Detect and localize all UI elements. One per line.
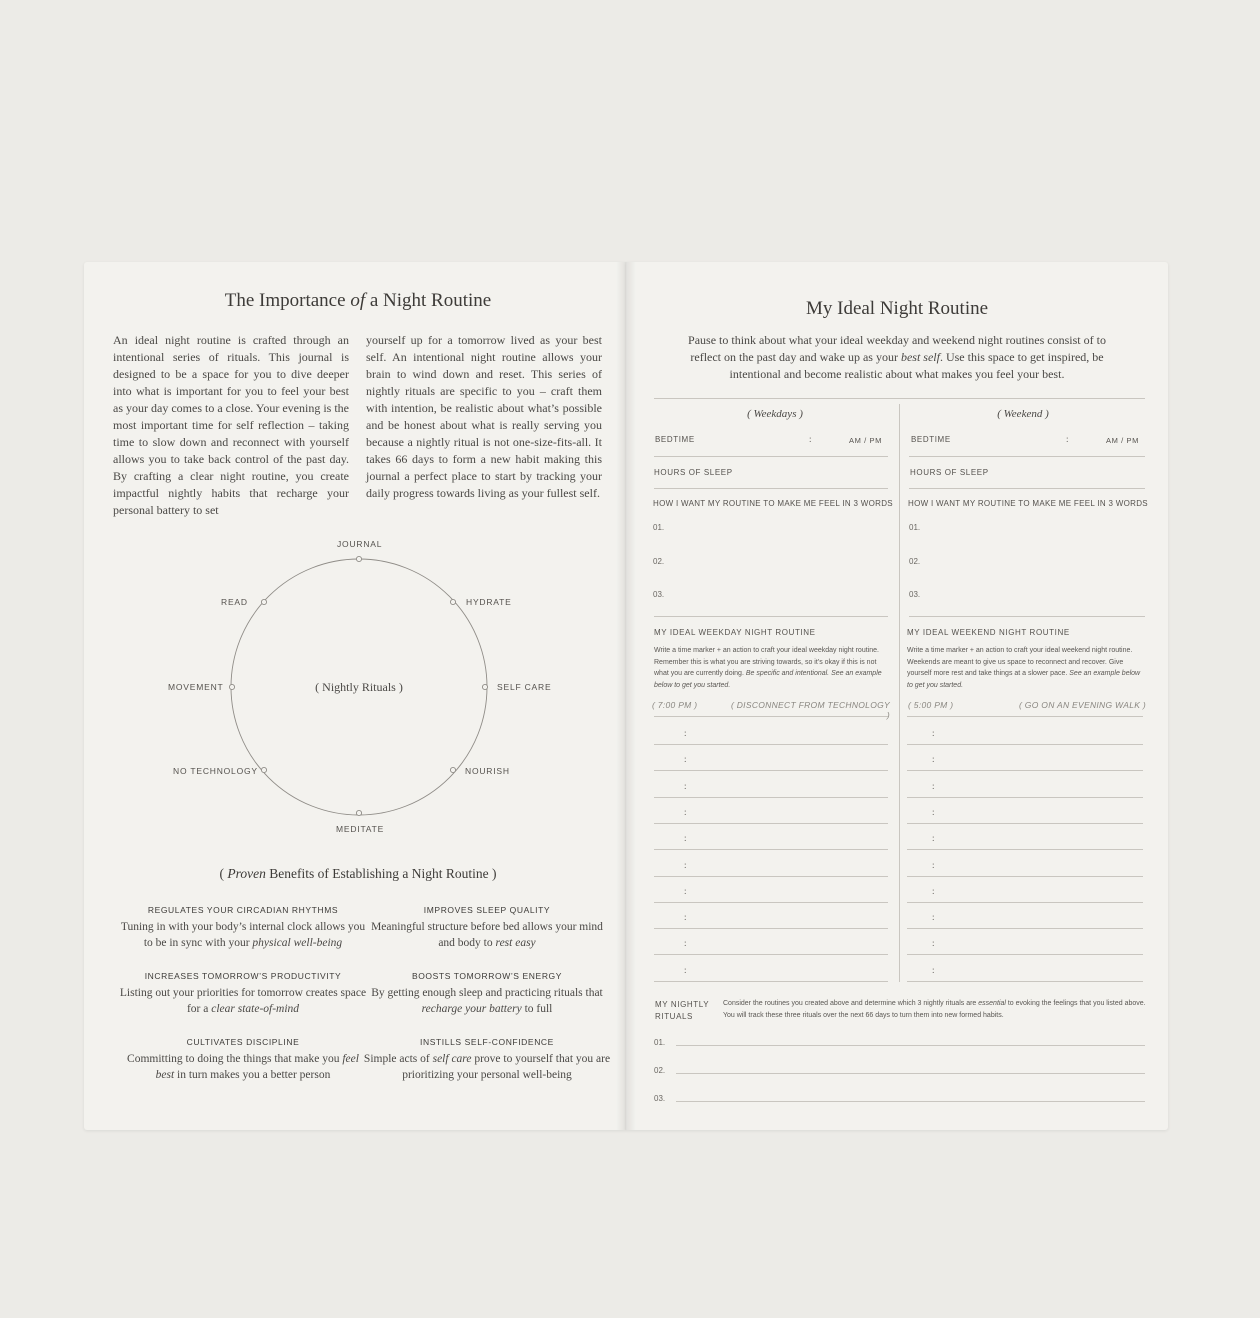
node-nourish [450,767,455,772]
intro-emphasis: best self [900,350,940,364]
time-colon: : [684,806,687,817]
routine-line[interactable] [654,849,888,850]
label-movement: MOVEMENT [168,682,224,692]
field-line [654,456,888,457]
benefits-title-part: Benefits of Establishing a Night Routine ) [265,866,497,881]
time-colon: : [684,912,687,923]
benefit-heading: IMPROVES SLEEP QUALITY [423,905,551,915]
open-journal [84,262,1170,1132]
word-number: 01. [653,523,665,532]
label-meditate: MEDITATE [336,824,385,834]
routine-line[interactable] [907,849,1143,850]
time-colon: : [684,938,687,949]
time-colon: : [684,833,687,844]
weekend-routine-heading: MY IDEAL WEEKEND NIGHT ROUTINE [907,628,1070,637]
routine-line[interactable] [654,928,888,929]
routine-line[interactable] [654,797,888,798]
instructions-emphasis: See an example below to get you started. [907,670,1141,689]
column-divider [899,404,900,982]
benefit-body [362,919,612,951]
benefit-emphasis: recharge your battery [421,1003,522,1015]
example-action: ( DISCONNECT FROM TECHNOLOGY ) [730,700,890,720]
feel-words-label: HOW I WANT MY ROUTINE TO MAKE ME FEEL IN 3 WORDS [908,499,1148,508]
nightly-rituals-instructions [723,998,1147,1021]
time-colon: : [932,938,935,949]
time-colon: : [684,964,687,975]
routine-line[interactable] [907,876,1143,877]
word-number: 03. [909,590,921,599]
weekdays-heading: ( Weekdays ) [747,408,803,420]
ritual-line[interactable] [676,1073,1145,1074]
title-part: a Night Routine [365,290,492,311]
node-read [261,599,266,604]
intro-column-1: An ideal night routine is crafted through an intentional series of rituals. This journal is designed to be a space for you to dive deeper into what is important for you to feel your best as your day comes to a close. Your evening is the most important time for self reflection – taking time to slow down and reconnect with yourself allows you to take back control of the past day. By crafting a clear night routine, you create impactful nightly habits that recharge your personal battery to set [113,333,349,517]
benefit-body [118,985,368,1017]
benefit-emphasis: rest easy [495,937,536,949]
benefit-text: By getting enough sleep and practicing rituals that [371,987,603,999]
routine-line[interactable] [907,744,1143,745]
book-spine [616,262,636,1130]
routine-line[interactable] [907,981,1143,982]
bedtime-label: BEDTIME [655,435,695,444]
routine-line[interactable] [654,744,888,745]
routine-line[interactable] [654,823,888,824]
benefit-tail: prove to yourself that you are prioritizing your personal well-being [402,1053,611,1081]
node-hydrate [450,599,455,604]
benefit-heading: CULTIVATES DISCIPLINE [186,1037,300,1047]
benefit-emphasis: feel best [155,1053,359,1081]
word-number: 03. [653,590,665,599]
intro-text: Pause to think about what your ideal weekday and weekend night routines consist of to reflect on the past day and wake up as your [688,333,1106,364]
ritual-number: 03. [654,1094,666,1103]
nightly-rituals-label-line: RITUALS [655,1012,693,1021]
benefit-body [362,1051,612,1083]
benefit-item [118,905,368,951]
field-line [909,616,1145,617]
time-colon: : [932,833,935,844]
feel-words-label: HOW I WANT MY ROUTINE TO MAKE ME FEEL IN 3 WORDS [653,499,893,508]
benefit-item [362,905,612,951]
routine-line[interactable] [907,954,1143,955]
benefits-title-part: ( [219,866,228,881]
benefit-item [362,1037,612,1083]
title-italic: of [350,290,366,311]
right-page-intro [676,332,1118,383]
intro-column-2: yourself up for a tomorrow lived as your best self. An intentional night routine allows your brain to wind down and reset. This series of nightly rituals are specific to you – craft them with intention, be realistic about what’s possible and be honest about what is really serving you because a nightly ritual is not one-size-fits-all. It takes 66 days to form a new habit making this journal a perfect place to start by tracking your daily progress towards living as your fullest self. [366,333,602,500]
label-read: READ [221,597,248,607]
nightly-text: Consider the routines you created above and determine which 3 nightly rituals are [723,1000,979,1007]
benefit-emphasis: self care [432,1053,472,1065]
routine-line[interactable] [907,928,1143,929]
word-number: 02. [653,557,665,566]
routine-line[interactable] [907,902,1143,903]
benefit-body [362,985,612,1017]
time-colon: : [932,859,935,870]
node-meditate [356,810,361,815]
ritual-number: 01. [654,1038,666,1047]
time-colon: : [932,780,935,791]
benefit-text: Listing out your priorities for tomorrow creates space for a [119,987,367,1015]
ritual-line[interactable] [676,1045,1145,1046]
label-nourish: NOURISH [465,766,510,776]
example-time: ( 7:00 PM ) [652,700,698,710]
nightly-rituals-label [655,999,709,1023]
benefits-title [84,866,632,882]
instructions-emphasis: Be specific and intentional. See an example below to get you started. [654,670,882,689]
time-colon: : [684,780,687,791]
field-line [654,616,888,617]
time-colon: : [684,754,687,765]
routine-line[interactable] [907,797,1143,798]
benefit-item [118,1037,368,1083]
time-colon: : [932,754,935,765]
benefit-emphasis: clear state-of-mind [211,1003,300,1015]
benefit-text: Simple acts of [363,1053,433,1065]
benefit-item [362,971,612,1017]
instructions-text: Write a time marker + an action to craft your ideal weekend night routine. Weekends are meant to give us space to reconnect and recover. Give yourself more rest and take things at a slower pace. [907,647,1133,677]
benefit-body [118,1051,368,1083]
routine-line[interactable] [654,902,888,903]
benefit-text: Tuning in with your body’s internal clock allows you to be in sync with your [120,921,366,949]
example-time: ( 5:00 PM ) [908,700,954,710]
label-hydrate: HYDRATE [466,597,512,607]
field-line [654,716,888,717]
weekend-routine-instructions [907,645,1145,691]
routine-line[interactable] [907,770,1143,771]
time-colon: : [932,912,935,923]
node-movement [229,684,234,689]
right-page [626,262,1168,1130]
instructions-text: Write a time marker + an action to craft your ideal weekday night routine. Remember this is what you are striving towards, so it’s okay if this is not what you are currently doing. [654,647,879,677]
word-number: 02. [909,557,921,566]
benefit-tail: to full [521,1003,553,1015]
bedtime-colon: : [809,434,812,444]
nightly-text: to evoking the feelings that you listed above. You will track these three rituals over the next 66 days to turn them into new formed habits. [723,1000,1146,1019]
intro-text: . Use this space to get inspired, be intentional and become realistic about what makes you feel your best. [729,350,1104,381]
field-line [909,456,1145,457]
time-colon: : [932,806,935,817]
field-line [907,716,1143,717]
time-colon: : [684,859,687,870]
label-no-technology: NO TECHNOLOGY [173,766,258,776]
routine-line[interactable] [654,981,888,982]
benefit-heading: BOOSTS TOMORROW’S ENERGY [411,971,563,981]
wheel-center-label: ( Nightly Rituals ) [315,680,403,694]
benefit-tail: in turn makes you a better person [174,1069,331,1081]
label-journal: JOURNAL [337,539,383,549]
am-pm-label: AM / PM [849,436,882,445]
time-colon: : [684,885,687,896]
routine-line[interactable] [654,770,888,771]
routine-line[interactable] [654,954,888,955]
hours-of-sleep-label: HOURS OF SLEEP [654,468,733,477]
field-line [909,488,1145,489]
right-page-title: My Ideal Night Routine [805,298,989,319]
routine-line[interactable] [654,876,888,877]
label-self-care: SELF CARE [497,682,552,692]
benefit-text: Committing to doing the things that make you [127,1053,343,1065]
bedtime-colon: : [1066,434,1069,444]
benefit-text: Meaningful structure before bed allows your mind and body to [371,921,603,949]
word-number: 01. [909,523,921,532]
time-colon: : [932,885,935,896]
weekend-heading: ( Weekend ) [997,408,1049,420]
time-colon: : [684,728,687,738]
nightly-emphasis: essential [978,1000,1006,1007]
benefit-item [118,971,368,1017]
benefit-heading: REGULATES YOUR CIRCADIAN RHYTHMS [147,905,339,915]
weekday-routine-heading: MY IDEAL WEEKDAY NIGHT ROUTINE [654,628,816,637]
node-no-technology [261,767,266,772]
weekday-routine-instructions [654,645,890,691]
divider [654,398,1145,399]
field-line [654,488,888,489]
time-colon: : [932,964,935,975]
hours-of-sleep-label: HOURS OF SLEEP [910,468,989,477]
benefits-title-italic: Proven [227,866,266,881]
example-action: ( GO ON AN EVENING WALK ) [1019,700,1146,710]
left-page [84,262,626,1130]
node-self-care [482,684,487,689]
benefit-body [118,919,368,951]
benefit-emphasis: physical well-being [252,937,343,949]
ritual-line[interactable] [676,1101,1145,1102]
am-pm-label: AM / PM [1106,436,1139,445]
benefit-heading: INSTILLS SELF-CONFIDENCE [420,1037,554,1047]
nightly-rituals-label-line: MY NIGHTLY [655,1000,710,1009]
routine-line[interactable] [907,823,1143,824]
ritual-number: 02. [654,1066,666,1075]
node-journal [356,556,361,561]
title-part: The Importance [224,290,351,311]
bedtime-label: BEDTIME [911,435,951,444]
time-colon: : [932,728,935,738]
benefit-heading: INCREASES TOMORROW’S PRODUCTIVITY [144,971,342,981]
